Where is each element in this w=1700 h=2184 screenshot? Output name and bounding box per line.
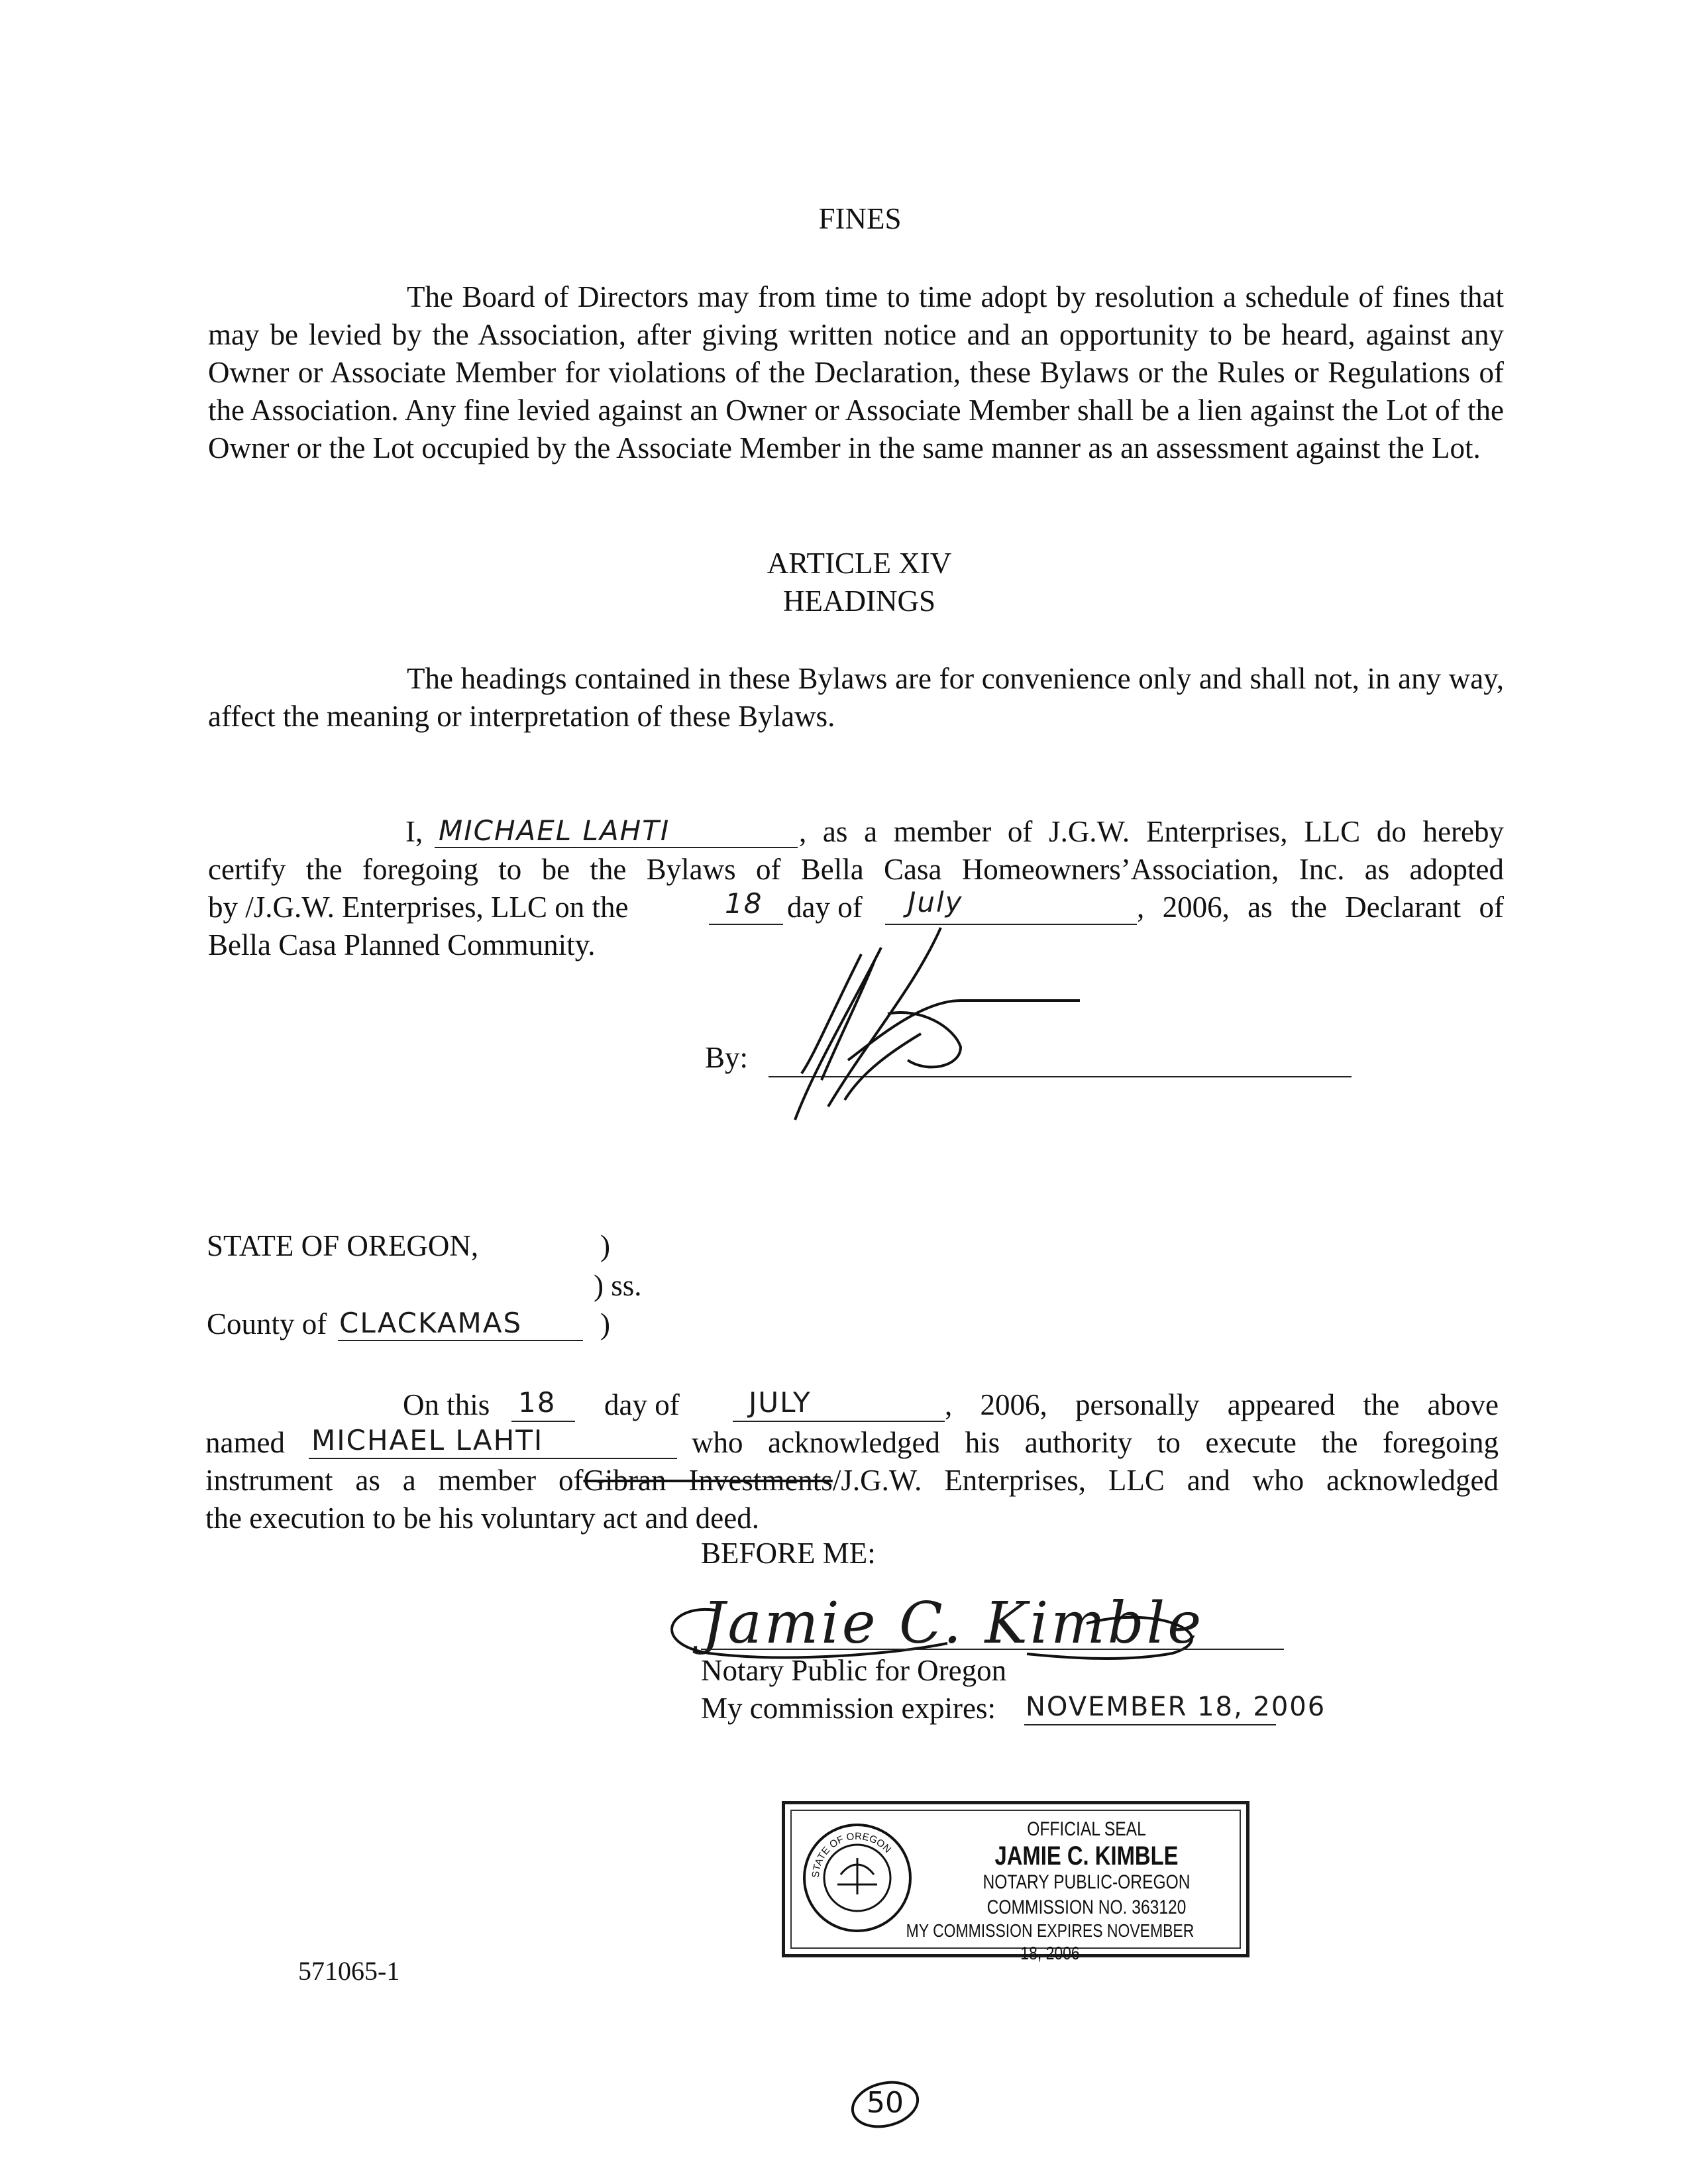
- doc-number: 571065-1: [298, 1956, 400, 1986]
- seal-line4: COMMISSION NO. 363120: [986, 1896, 1187, 1918]
- notary-signature-line: [701, 1649, 1284, 1650]
- cert-prefix: I,: [405, 815, 423, 848]
- by-label: By:: [705, 1041, 749, 1074]
- seal-line2: JAMIE C. KIMBLE: [994, 1841, 1179, 1871]
- ack-instrument-suffix: /J.G.W. Enterprises, LLC and who acknowledged: [832, 1464, 1499, 1497]
- ack-named: named: [205, 1426, 285, 1459]
- ack-month-line: [733, 1421, 945, 1422]
- county-line: [338, 1340, 583, 1341]
- ack-day: 18: [518, 1386, 557, 1419]
- ack-authority-text: who acknowledged his authority to execute the foregoing: [692, 1426, 1499, 1459]
- cert-month: July: [908, 886, 963, 918]
- cert-name-line: [435, 847, 798, 848]
- cert-line4: Bella Casa Planned Community.: [208, 928, 596, 961]
- cert-line3-c: , 2006, as the Declarant of: [1137, 891, 1504, 924]
- ack-name: MICHAEL LAHTI: [311, 1424, 544, 1456]
- headings-paragraph-body: any way, affect the meaning or interpretation of these Bylaws.: [208, 662, 1504, 733]
- ack-name-line: [309, 1458, 677, 1459]
- cert-member-name: MICHAEL LAHTI: [439, 814, 670, 847]
- article-title: HEADINGS: [783, 584, 935, 618]
- fines-paragraph: [208, 278, 1504, 467]
- before-me: BEFORE ME:: [701, 1537, 876, 1570]
- county-name: CLACKAMAS: [339, 1307, 523, 1339]
- page-number: 50: [867, 2086, 904, 2120]
- fines-paragraph-body: fines that may be levied by the Association, after giving written notice and an opportunity to be heard, against any Owner or Associate Member for violations of the Declaration, these Bylaws or the Rules or Regulations of the Association. Any fine levied against an Owner or Associate Member shall be a lien against the Lot of the Owner or the Lot occupied by the Associate Member in the same manner as an assessment against the Lot.: [208, 280, 1505, 464]
- ack-instrument-line: [205, 1462, 1499, 1500]
- fines-paragraph-first-line: The Board of Directors may from time to time adopt by resolution a schedule of: [407, 280, 1383, 313]
- ss-label: ) ss.: [594, 1269, 642, 1302]
- ack-struck-text: Gibran Investments: [583, 1464, 833, 1497]
- commission-label: My commission expires:: [701, 1692, 996, 1725]
- cert-line2: certify the foregoing to be the Bylaws of Bella Casa Homeowners’Association, Inc. as adopted: [208, 853, 1504, 886]
- paren-3: ): [600, 1307, 610, 1340]
- cert-day: 18: [725, 887, 763, 920]
- ack-day-of: day of: [604, 1388, 680, 1421]
- ack-instrument-prefix: instrument as a member of: [205, 1464, 584, 1497]
- commission-date: NOVEMBER 18, 2006: [1026, 1692, 1326, 1722]
- notary-signature: Jamie C. Kimble: [702, 1590, 1204, 1657]
- seal-line5: MY COMMISSION EXPIRES NOVEMBER 18, 2006: [906, 1920, 1195, 1963]
- on-this: On this: [403, 1388, 490, 1421]
- ack-final-line: the execution to be his voluntary act and deed.: [205, 1502, 759, 1535]
- official-seal: [782, 1801, 1249, 1963]
- seal-line3: NOTARY PUBLIC-OREGON: [983, 1871, 1191, 1893]
- cert-line3-a: by /J.G.W. Enterprises, LLC on the: [208, 891, 629, 924]
- seal-emblem-text: STATE OF OREGON: [810, 1830, 894, 1879]
- declarant-signature-icon: [762, 921, 1093, 1146]
- county-label: County of: [207, 1307, 327, 1340]
- fines-heading: FINES: [818, 202, 902, 235]
- notary-public-label: Notary Public for Oregon: [701, 1654, 1007, 1687]
- page-number-badge: [849, 2079, 921, 2130]
- article-number: ARTICLE XIV: [767, 547, 952, 580]
- headings-paragraph: [208, 660, 1504, 736]
- ack-year-text: , 2006, personally appeared the above: [945, 1388, 1499, 1421]
- cert-line1-suffix: , as a member of J.G.W. Enterprises, LLC do hereby: [799, 815, 1504, 848]
- seal-line1: OFFICIAL SEAL: [1027, 1818, 1146, 1840]
- commission-date-line: [1024, 1724, 1276, 1725]
- headings-paragraph-first-line: The headings contained in these Bylaws are for convenience only and shall not, in: [407, 662, 1391, 695]
- ack-month: JULY: [749, 1386, 812, 1419]
- cert-line3-b: day of: [787, 891, 863, 924]
- paren-1: ): [600, 1229, 610, 1262]
- oregon-seal-emblem-icon: [801, 1822, 914, 1934]
- state-label: STATE OF OREGON,: [207, 1229, 479, 1262]
